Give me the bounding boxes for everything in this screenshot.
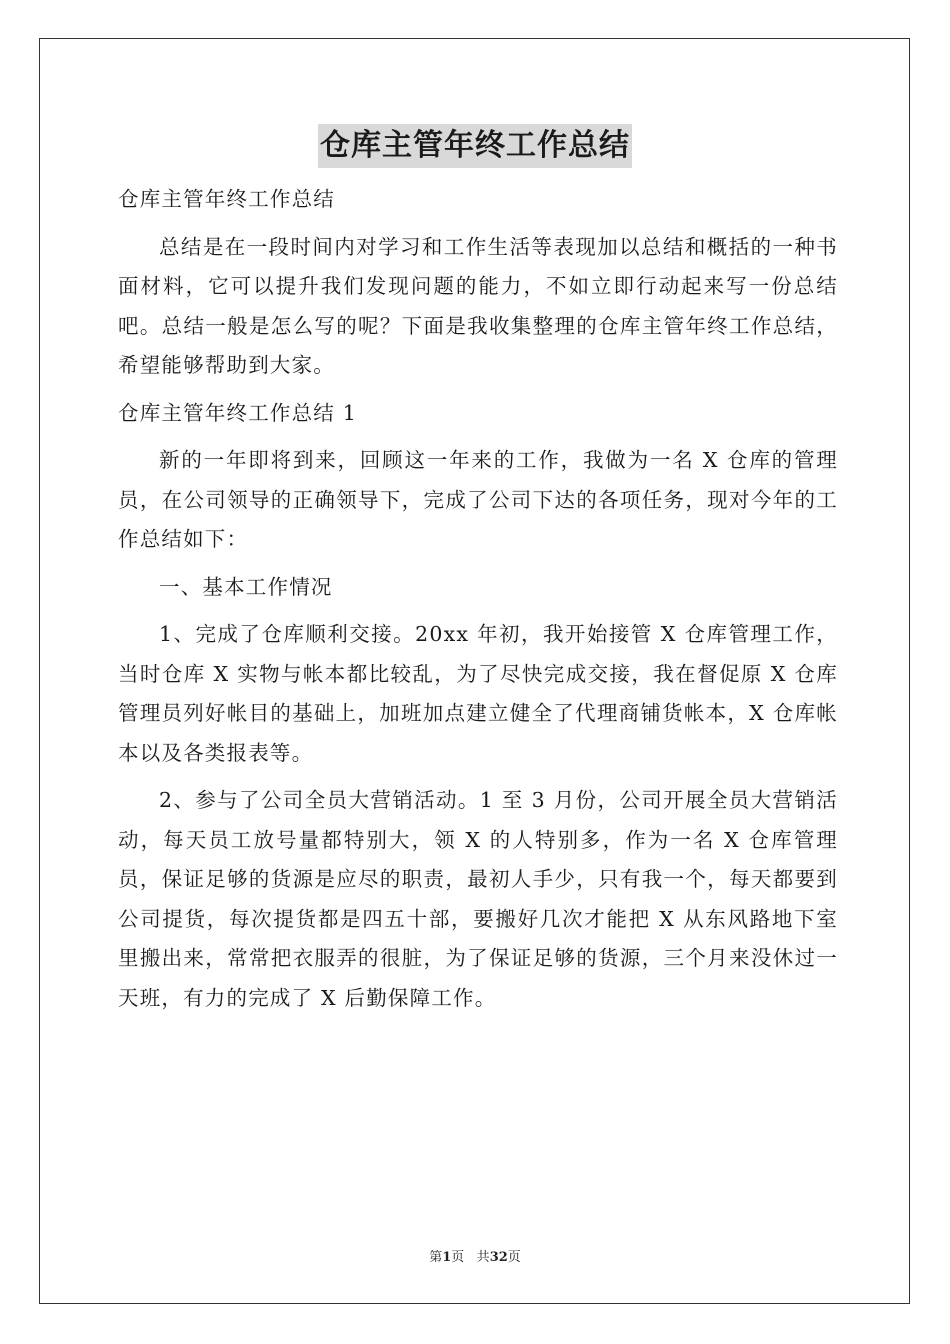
title-container	[0, 124, 950, 168]
current-page-number: 1	[442, 1250, 452, 1265]
page-footer	[0, 1246, 950, 1265]
document-body	[118, 180, 838, 1026]
subsection-heading: 一、基本工作情况	[159, 574, 333, 599]
document-title: 仓库主管年终工作总结	[318, 124, 632, 168]
total-label-prefix: 共	[476, 1250, 490, 1265]
page-label-prefix: 第	[429, 1250, 443, 1265]
total-label-suffix: 页	[507, 1250, 521, 1265]
subtitle-paragraph: 仓库主管年终工作总结	[118, 187, 335, 211]
intro-paragraph: 总结是在一段时间内对学习和工作生活等表现加以总结和概括的一种书面材料，它可以提升我们发现问题的能力，不如立即行动起来写一份总结吧。总结一般是怎么写的呢？下面是我收集整理的仓库主管年终工作总结，希望能够帮助到大家。	[118, 234, 838, 377]
section-heading: 仓库主管年终工作总结 1	[118, 400, 357, 425]
body-paragraph: 1、完成了仓库顺利交接。20xx 年初，我开始接管 X 仓库管理工作，当时仓库 X 实物与帐本都比较乱，为了尽快完成交接，我在督促原 X 仓库管理员列好帐目的基础上，加班加点建立健全了代理商铺货帐本，X 仓库帐本以及各类报表等。	[118, 622, 838, 765]
body-paragraph: 2、参与了公司全员大营销活动。1 至 3 月份，公司开展全员大营销活动，每天员工放号量都特别大，领 X 的人特别多，作为一名 X 仓库管理员，保证足够的货源是应尽的职责，最初人手少，只有我一个，每天都要到公司提货，每次提货都是四五十部，要搬好几次才能把 X 从东风路地下室里搬出来，常常把衣服弄的很脏，为了保证足够的货源，三个月来没休过一天班，有力的完成了 X 后勤保障工作。	[118, 788, 838, 1010]
body-paragraph: 新的一年即将到来，回顾这一年来的工作，我做为一名 X 仓库的管理员，在公司领导的正确领导下，完成了公司下达的各项任务，现对今年的工作总结如下：	[118, 448, 838, 551]
page-label-suffix: 页	[451, 1250, 465, 1265]
total-pages-number: 32	[489, 1250, 508, 1265]
